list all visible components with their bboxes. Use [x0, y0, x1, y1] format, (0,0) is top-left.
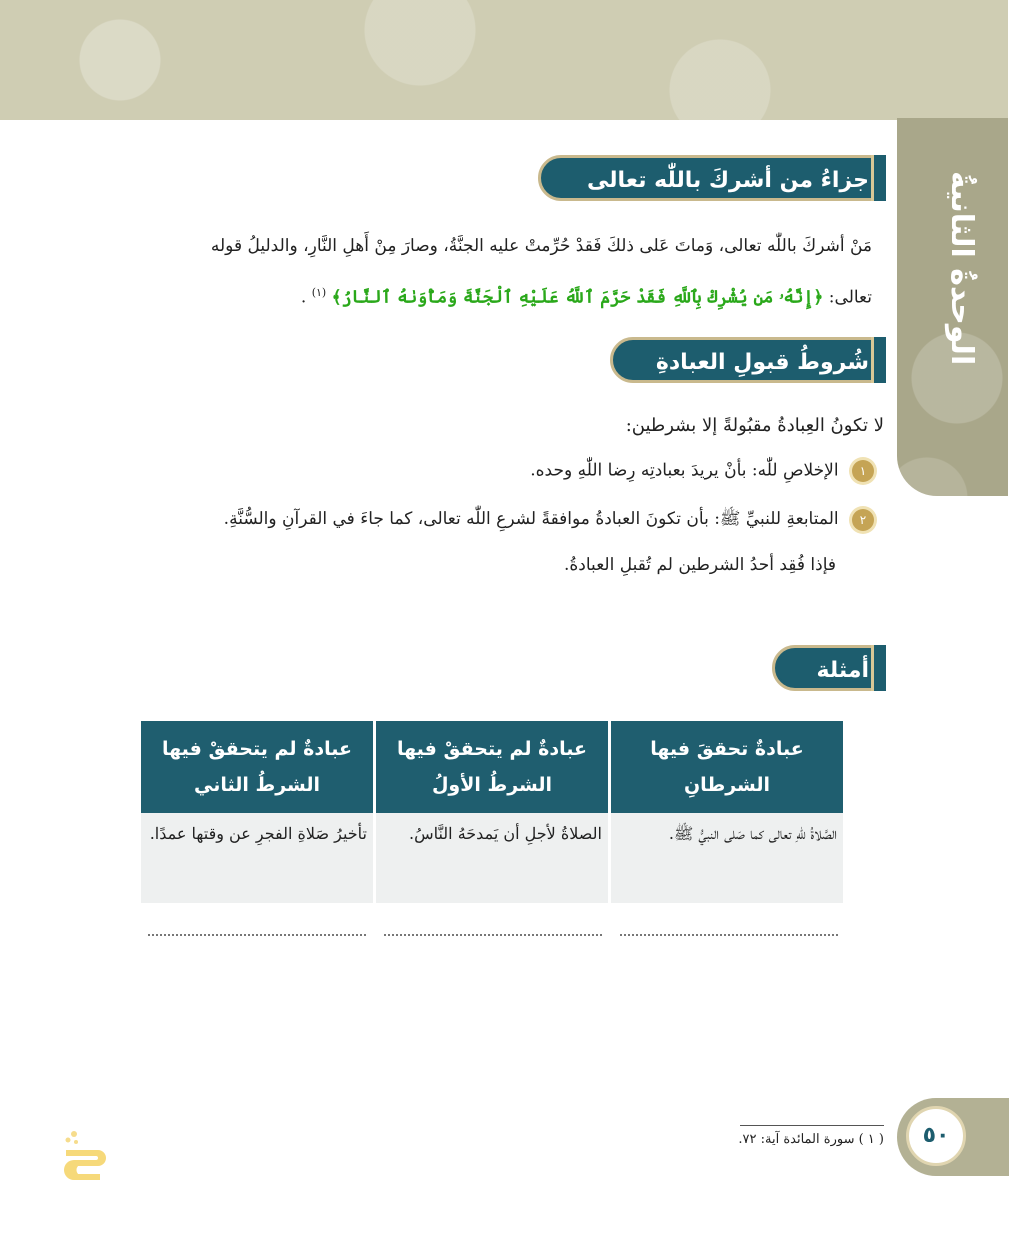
table-header: عبادةٌ تحققَ فيها الشرطانِ [611, 721, 843, 813]
answer-blank-line[interactable] [148, 918, 366, 936]
line2-end: . [300, 287, 307, 308]
table-cell: تأخيرُ صَلاةِ الفجرِ عن وقتها عمدًا. [141, 813, 373, 903]
section-heading-examples: أمثلة [772, 645, 886, 691]
footnote: ( ١ ) سورة المائدة آية: ٧٢. [738, 1132, 884, 1147]
footnote-mark: (١) [311, 286, 327, 299]
section-heading-conditions: شُروطُ قبولِ العبادةِ [610, 337, 886, 383]
table-header: عبادةٌ لم يتحققْ فيها الشرطُ الأولُ [376, 721, 608, 813]
condition-1-text: الإخلاصِ للّٰه: بأنْ يريدَ بعبادتِه رِضا اللّٰهِ وحده. [530, 460, 839, 481]
examples-table [138, 721, 846, 903]
answer-blank-line[interactable] [620, 918, 838, 936]
number-badge-2: ٢ [852, 509, 874, 531]
shirk-paragraph-line2 [82, 286, 872, 308]
top-decorative-band [0, 0, 1008, 120]
shirk-paragraph-line1: مَنْ أشركَ باللّٰه تعالى، وَماتَ عَلى ذلكَ فَقدْ حُرِّمتْ عليه الجنَّةُ، وصارَ مِنْ أَهلِ النَّارِ، والدليلُ قوله [210, 236, 872, 256]
number-badge-1: ١ [852, 460, 874, 482]
table-cell: الصَّلاةُ للّٰهِ تعالى كما صَلى النبيُّ ﷺ. [611, 813, 843, 903]
unit-side-tab [897, 118, 1008, 496]
section-heading-shirk: جزاءُ من أشركَ باللّٰه تعالى [538, 155, 886, 201]
condition-2 [84, 508, 874, 533]
condition-1 [84, 460, 874, 482]
publisher-logo-icon [60, 1128, 106, 1184]
quran-verse: ﴿إِنَّهُۥ مَن يُشْرِكْ بِٱللَّهِ فَقَدْ حَرَّمَ ٱللَّهُ عَلَيْهِ ٱلْجَنَّةَ وَمَأْوَىٰهُ ٱلنَّارُ﴾ [331, 287, 824, 308]
conditions-conclusion: فإذا فُقِد أحدُ الشرطين لم تُقبلِ العبادةُ. [564, 555, 836, 575]
footnote-divider [740, 1125, 884, 1126]
table-row [141, 813, 843, 903]
conditions-intro: لا تكونُ العِبادةُ مقبُولةً إلا بشرطين: [625, 415, 884, 436]
unit-title: الوحدةُ الثانيةُ [944, 170, 979, 366]
table-cell: الصلاةُ لأجلِ أن يَمدحَهُ النَّاسُ. [376, 813, 608, 903]
line2-prefix: تعالى: [828, 287, 872, 308]
table-header: عبادةٌ لم يتحققْ فيها الشرطُ الثاني [141, 721, 373, 813]
page-number: ٥٠ [906, 1106, 966, 1166]
condition-2-text: المتابعةِ للنبيِّ ﷺ: بأن تكونَ العبادةُ موافقةً لشرعِ اللّٰه تعالى، كما جاءَ في القرآنِ والسُّنَّةِ. [223, 509, 839, 529]
answer-blank-line[interactable] [384, 918, 602, 936]
